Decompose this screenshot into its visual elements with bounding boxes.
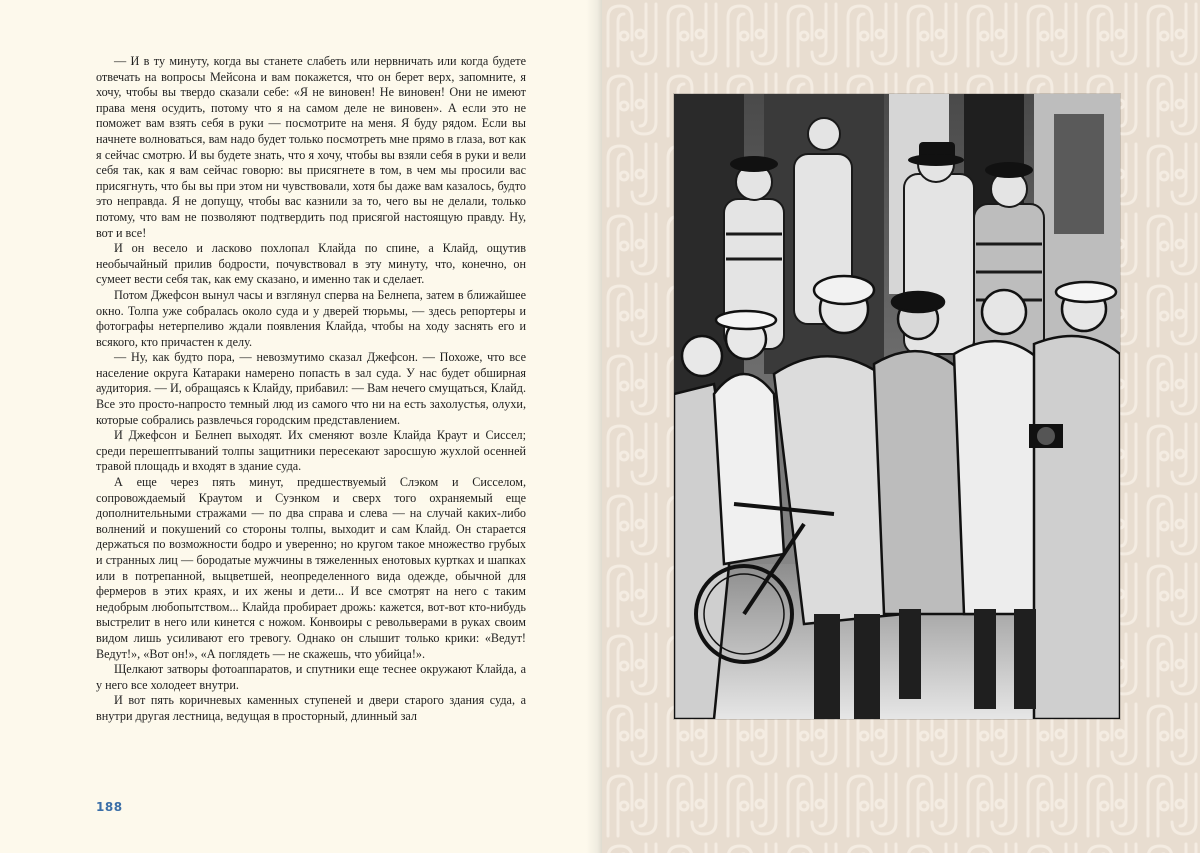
book-gutter	[586, 0, 602, 853]
paragraph: И он весело и ласково похлопал Клайда по спине, а Клайд, ощутив необычайный прилив бодрости, почувствовал в эту минуту, что, конечно, он сумеет вести себя так, как ему сказано, и именно так и сделает.	[96, 241, 526, 287]
crowd-illustration-icon	[674, 94, 1120, 719]
paragraph: И Джефсон и Белнеп выходят. Их сменяют возле Клайда Краут и Сиссел; среди перешептываний толпы защитники пересекают заросшую жухлой осенней травой площадь и входят в здание суда.	[96, 428, 526, 474]
page-number: 188	[96, 800, 123, 814]
paragraph: Потом Джефсон вынул часы и взглянул сперва на Белнепа, затем в ближайшее окно. Толпа уже собралась около суда и у дверей тюрьмы, — здесь репортеры и фотографы нетерпеливо ждали появления Клайда, чтобы на ходу заснять его и всякого, кто причастен к делу.	[96, 287, 526, 349]
paragraph: Щелкают затворы фотоаппаратов, и спутники еще теснее окружают Клайда, а у него все холодеет внутри.	[96, 662, 526, 692]
paragraph: И вот пять коричневых каменных ступеней и двери старого здания суда, а внутри другая лестница, ведущая в просторный, длинный зал	[96, 693, 526, 723]
illustration-drawing	[674, 94, 1120, 719]
paragraph: А еще через пять минут, предшествуемый Слэком и Сисселом, сопровождаемый Краутом и Суэнком и сверх того охраняемый еще дополнительными стражами — по два справа и слева — на случай каких-либо волнений и покушений со стороны толпы, выходит и сам Клайд. Он старается держаться по возможности бодро и уверенно; но кругом такое множество грубых и странных лиц — бородатые мужчины в тяжеленных енотовых куртках и шапках или в потрепанной, выцветшей, неопределенного вида одежде, обычной для фермеров в этих краях, и их жены и дети... И все смотрят на него с таким недобрым любопытством... Клайда пробирает дрожь: кажется, вот-вот кто-нибудь выстрелит в него или кинется с ножом. Конвоиры с револьверами в руках своим видом лишь усиливают его тревогу. Однако он слышит только крики: «Ведут! Ведут!», «Вот он!», «А поглядеть — не скажешь, что убийца!».	[96, 475, 526, 661]
text-column	[96, 54, 526, 725]
paragraph: — Ну, как будто пора, — невозмутимо сказал Джефсон. — Похоже, что все население округа Катараки намерено попасть в зал суда. У нас будет обширная аудитория. — И, обращаясь к Клайду, прибавил: — Вам нечего смущаться, Клайд. Все это просто-напросто темный люд из самого что ни на есть захолустья, олухи, которые собрались развлечься городским представлением.	[96, 350, 526, 427]
right-page	[602, 0, 1200, 853]
paragraph: — И в ту минуту, когда вы станете слабеть или нервничать или когда будете отвечать на вопросы Мейсона и вам покажется, что он берет верх, запомните, я хочу, чтобы вы твердо сказали себе: «Я не виновен! Не виновен! Они не имеют права меня осудить, потому что я на самом деле не виновен». А если это не поможет вам взять себя в руки — посмотрите на меня. Я буду рядом. Если вы начнете волноваться, вам надо будет только посмотреть мне прямо в глаза, вот как я сейчас смотрю. И вы будете знать, что я хочу, чтобы вы взяли себя в руки и вели себя так, как я вам сейчас говорю: вы присягнете в том, в чем мы просили вас присягнуть, что бы вы при этом ни чувствовали, хотя бы даже вам казалось, будто это неправда. Я не допущу, чтобы вас казнили за то, чего вы не делали, только потому, что вам не позволяют подтвердить под присягой настоящую правду. Ну, вот и все!	[96, 54, 526, 240]
